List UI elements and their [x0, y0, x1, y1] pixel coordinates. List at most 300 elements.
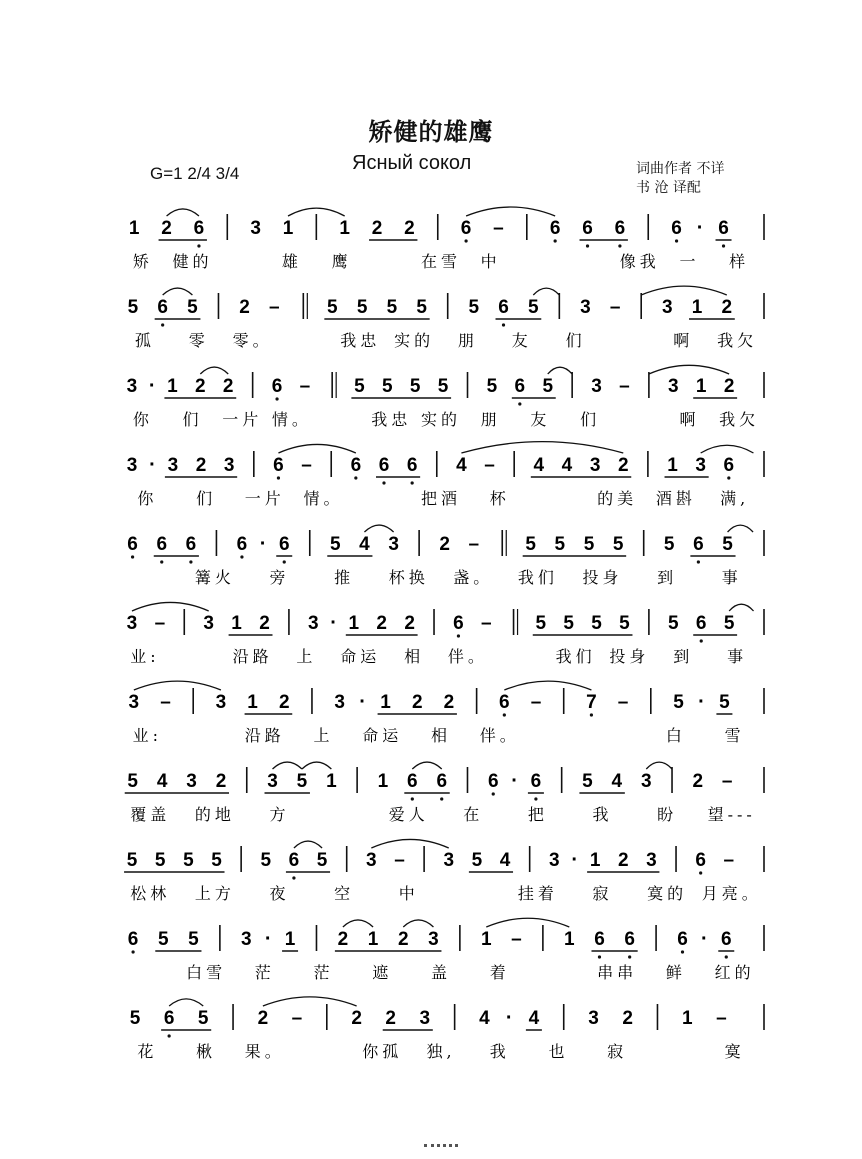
note: 3 [668, 376, 679, 397]
note: 4 [611, 771, 623, 792]
note: 6 [273, 455, 284, 476]
slur [132, 602, 209, 611]
lyric-text: 寂 [607, 1042, 628, 1061]
lyric-text: 白 [665, 726, 686, 745]
low-octave-dot [283, 560, 286, 563]
low-octave-dot [131, 555, 134, 558]
lyric-text: 空 [334, 884, 355, 903]
note: 5 [582, 771, 593, 792]
note: 6 [695, 850, 706, 871]
note: 1 [589, 850, 601, 871]
lyric-text: 串串 [597, 963, 638, 982]
note: 2 [259, 613, 270, 634]
note: 6 [549, 218, 561, 239]
low-octave-dot [700, 639, 703, 642]
note: 5 [356, 297, 368, 318]
slur [134, 681, 221, 690]
augmentation-dot: · [259, 533, 267, 555]
note: 5 [554, 534, 566, 555]
note: 1 [167, 376, 178, 397]
low-octave-dot [354, 476, 357, 479]
slur [278, 444, 355, 453]
note: 5 [157, 929, 169, 950]
sustain-dash: – [619, 376, 630, 397]
low-octave-dot [628, 955, 631, 958]
note: 1 [691, 297, 703, 318]
note: 6 [671, 218, 682, 239]
sustain-dash: – [493, 218, 504, 239]
augmentation-dot: · [264, 928, 272, 950]
slur [533, 288, 559, 295]
lyric-text: 到 [657, 568, 678, 587]
lyric-text: 我们 [555, 647, 596, 666]
slur [728, 525, 754, 532]
lyric-text: 白雪 [186, 963, 227, 982]
lyric-text: 鹰 [331, 252, 352, 271]
sustain-dash: – [154, 613, 166, 634]
slur [169, 999, 203, 1006]
note: 5 [563, 613, 574, 634]
note: 1 [247, 692, 258, 713]
note: 4 [533, 455, 545, 476]
lyric-text: 你 [137, 489, 158, 508]
note: 2 [617, 850, 629, 871]
low-octave-dot [503, 713, 506, 716]
note: 2 [411, 692, 423, 713]
note: 5 [619, 613, 630, 634]
slur [294, 841, 322, 848]
lyric-text: 的美 [597, 489, 638, 508]
note: 3 [580, 297, 591, 318]
slur [263, 997, 357, 1006]
low-octave-dot [457, 634, 460, 637]
note: 2 [337, 929, 349, 950]
slur [273, 762, 302, 769]
note: 6 [720, 929, 732, 950]
note: 1 [667, 455, 678, 476]
note: 2 [397, 929, 409, 950]
slur [486, 918, 569, 927]
lyric-text: 情。 [271, 410, 312, 429]
augmentation-dot: · [505, 1007, 513, 1029]
low-octave-dot [534, 797, 537, 800]
lyric-text: 寞的 [647, 884, 688, 903]
note: 6 [157, 297, 168, 318]
song-subtitle: Ясный сокол [352, 152, 472, 174]
lyric-text: 方 [269, 805, 290, 824]
lyric-text: 爱人 [388, 805, 429, 824]
lyric-text: 一片 [222, 410, 263, 429]
note: 4 [456, 455, 467, 476]
slur [646, 762, 672, 769]
note: 6 [406, 455, 418, 476]
note: 5 [535, 613, 547, 634]
note: 2 [439, 534, 450, 555]
note: 1 [380, 692, 391, 713]
slur [504, 681, 591, 690]
note: 2 [215, 771, 227, 792]
low-octave-dot [161, 323, 164, 326]
lyric-text: 红的 [714, 963, 755, 982]
lyric-text: 沿路 [244, 726, 285, 745]
lyric-text: 我 [489, 1042, 510, 1061]
note: 5 [187, 297, 198, 318]
note: 3 [126, 376, 138, 397]
note: 3 [588, 1008, 599, 1029]
lyric-text: 我 [592, 805, 613, 824]
note: 3 [661, 297, 673, 318]
note: 3 [646, 850, 657, 871]
lyric-text: 我欠 [719, 410, 760, 429]
note: 2 [239, 297, 250, 318]
slur [641, 286, 727, 295]
note: 2 [622, 1008, 633, 1029]
note: 1 [564, 929, 575, 950]
note: 6 [436, 771, 448, 792]
lyric-text: 零。 [232, 331, 273, 350]
note: 5 [409, 376, 421, 397]
lyric-text: 上方 [194, 884, 235, 903]
key-signature: G=1 2/4 3/4 [150, 164, 240, 183]
lyric-text: 在 [463, 805, 484, 824]
lyric-text: 鲜 [665, 963, 686, 982]
note: 6 [693, 534, 704, 555]
note: 2 [376, 613, 387, 634]
note: 5 [197, 1008, 209, 1029]
note: 6 [127, 534, 138, 555]
lyric-text: 茫 [254, 963, 275, 982]
note: 5 [129, 1008, 141, 1029]
note: 1 [231, 613, 242, 634]
note: 5 [723, 613, 735, 634]
note: 3 [549, 850, 560, 871]
note: 6 [460, 218, 472, 239]
credit-line-2: 书 沧 译配 [636, 180, 701, 196]
note: 6 [594, 929, 605, 950]
sustain-dash: – [481, 613, 492, 634]
low-octave-dot [681, 950, 684, 953]
lyric-text: 寞 [724, 1042, 745, 1061]
slur [343, 920, 373, 927]
note: 3 [250, 218, 261, 239]
note: 5 [583, 534, 595, 555]
lyric-text: 相 [430, 726, 452, 745]
lyric-text: 篝火 [194, 568, 235, 587]
note: 1 [377, 771, 389, 792]
lyric-text: 相 [404, 647, 425, 666]
note: 3 [203, 613, 214, 634]
lyric-text: 中 [398, 884, 419, 903]
augmentation-dot: · [701, 928, 708, 950]
low-octave-dot [586, 244, 589, 247]
slur [167, 209, 199, 216]
sustain-dash: – [394, 850, 405, 871]
lyric-text: 矫 [132, 252, 153, 271]
lyric-text: 们 [580, 410, 601, 429]
note: 6 [407, 771, 418, 792]
note: 6 [723, 455, 735, 476]
note: 4 [561, 455, 573, 476]
lyric-text: 朋 [457, 331, 478, 350]
low-octave-dot [292, 876, 295, 879]
note: 2 [222, 376, 234, 397]
lyric-text: 实的 [394, 331, 435, 350]
note: 3 [126, 613, 138, 634]
note: 1 [695, 376, 707, 397]
lyric-text: 投身 [582, 568, 623, 587]
lyric-text: 果。 [244, 1042, 285, 1061]
sustain-dash: – [484, 455, 495, 476]
low-octave-dot [464, 239, 467, 242]
slur [729, 604, 753, 611]
note: 6 [271, 376, 283, 397]
lyric-text: 到 [673, 647, 694, 666]
note: 2 [404, 218, 415, 239]
sustain-dash: – [468, 534, 480, 555]
slur [649, 365, 729, 374]
lyric-text: 盖 [430, 963, 452, 982]
note: 5 [127, 297, 139, 318]
low-octave-dot [722, 244, 725, 247]
lyric-text: 雪 [724, 726, 745, 745]
augmentation-dot: · [511, 770, 518, 792]
lyric-text: 我们 [517, 568, 558, 587]
lyric-text: 满, [720, 489, 750, 508]
note: 6 [193, 218, 205, 239]
lyric-text: 酒斟 [655, 489, 696, 508]
note: 2 [617, 455, 629, 476]
low-octave-dot [518, 402, 521, 405]
slur [701, 445, 754, 453]
lyric-text: 独, [426, 1042, 456, 1061]
note: 3 [267, 771, 278, 792]
lyric-text: 我忠 [340, 331, 381, 350]
note: 3 [591, 376, 602, 397]
low-octave-dot [197, 244, 200, 247]
note: 5 [527, 297, 539, 318]
augmentation-dot: · [149, 454, 156, 476]
low-octave-dot [411, 797, 414, 800]
sustain-dash: – [530, 692, 542, 713]
lyric-text: 友 [511, 331, 532, 350]
low-octave-dot [131, 950, 134, 953]
low-octave-dot [189, 560, 192, 563]
note: 6 [530, 771, 542, 792]
note: 5 [719, 692, 730, 713]
note: 2 [351, 1008, 362, 1029]
lyric-text: 花 [137, 1042, 158, 1061]
note: 6 [614, 218, 626, 239]
slur [412, 762, 441, 769]
note: 5 [486, 376, 498, 397]
lyric-text: 把 [527, 805, 548, 824]
note: 6 [350, 455, 362, 476]
lyric-text: 们 [196, 489, 217, 508]
lyric-text: 投身 [609, 647, 650, 666]
lyric-text: 我忠 [371, 410, 412, 429]
note: 3 [241, 929, 252, 950]
note: 5 [183, 850, 194, 871]
note: 3 [443, 850, 455, 871]
lyric-text: 一片 [244, 489, 285, 508]
note: 1 [339, 218, 350, 239]
sustain-dash: – [609, 297, 621, 318]
note: 3 [186, 771, 197, 792]
note: 1 [367, 929, 379, 950]
lyric-text: 寂 [592, 884, 613, 903]
low-octave-dot [727, 476, 730, 479]
low-octave-dot [277, 476, 280, 479]
low-octave-dot [502, 323, 505, 326]
note: 5 [381, 376, 393, 397]
slur [461, 442, 623, 453]
sustain-dash: – [301, 455, 312, 476]
note: 3 [366, 850, 377, 871]
page-cut-mark [424, 1144, 458, 1159]
lyric-text: 情。 [303, 489, 344, 508]
lyric-text: 推 [334, 568, 355, 587]
lyric-text: 你 [132, 410, 153, 429]
lyric-text: 命运 [340, 647, 381, 666]
note: 2 [257, 1008, 269, 1029]
note: 5 [468, 297, 480, 318]
note: 5 [612, 534, 624, 555]
augmentation-dot: · [698, 691, 705, 713]
slur [371, 839, 448, 848]
lyric-text: 中 [480, 252, 501, 271]
note: 6 [582, 218, 593, 239]
note: 5 [354, 376, 365, 397]
note: 4 [156, 771, 168, 792]
lyric-text: 伴。 [479, 726, 520, 745]
note: 1 [348, 613, 360, 634]
low-octave-dot [697, 560, 700, 563]
note: 5 [154, 850, 166, 871]
note: 6 [487, 771, 499, 792]
lyric-text: 盼 [657, 805, 678, 824]
lyric-text: 孤 [134, 331, 155, 350]
lyric-text: 沿路 [232, 647, 273, 666]
note: 6 [718, 218, 729, 239]
lyric-text: 茫 [313, 963, 334, 982]
lyric-text: 杯换 [388, 568, 429, 587]
lyric-text: 们 [565, 331, 586, 350]
note: 6 [378, 455, 390, 476]
low-octave-dot [618, 244, 621, 247]
note: 6 [624, 929, 635, 950]
note: 5 [663, 534, 675, 555]
note: 5 [126, 850, 138, 871]
note: 4 [359, 534, 370, 555]
low-octave-dot [275, 397, 278, 400]
sustain-dash: – [269, 297, 280, 318]
note: 6 [695, 613, 707, 634]
sustain-dash: – [511, 929, 522, 950]
augmentation-dot: · [359, 691, 366, 713]
low-octave-dot [492, 792, 495, 795]
note: 6 [185, 534, 197, 555]
lyric-text: 覆盖 [130, 805, 171, 824]
low-octave-dot [411, 481, 414, 484]
note: 6 [499, 692, 510, 713]
slur [364, 525, 393, 532]
lyric-text: 伴。 [447, 647, 488, 666]
lyric-text: 夜 [269, 884, 290, 903]
note: 5 [327, 297, 338, 318]
note: 5 [260, 850, 272, 871]
note: 5 [668, 613, 679, 634]
lyric-text: 友 [530, 410, 551, 429]
lyric-text: 样 [729, 252, 750, 271]
note: 1 [128, 218, 140, 239]
sustain-dash: – [160, 692, 171, 713]
note: 2 [385, 1008, 397, 1029]
sustain-dash: – [716, 1008, 727, 1029]
note: 3 [128, 692, 140, 713]
lyric-text: 旁 [269, 568, 290, 587]
lyric-text: 上 [313, 726, 334, 745]
note: 6 [278, 534, 290, 555]
note: 4 [499, 850, 511, 871]
lyric-text: 一 [679, 252, 700, 271]
lyric-text: 事 [727, 647, 748, 666]
note: 3 [308, 613, 319, 634]
note: 5 [542, 376, 554, 397]
sustain-dash: – [299, 376, 311, 397]
note: 5 [188, 929, 199, 950]
note: 1 [480, 929, 492, 950]
slur [403, 920, 433, 927]
lyric-text: 月亮。 [701, 884, 762, 903]
augmentation-dot: · [148, 375, 156, 397]
lyric-text: 在雪 [420, 252, 462, 271]
note: 1 [284, 929, 296, 950]
sustain-dash: – [291, 1008, 303, 1029]
note: 3 [640, 771, 652, 792]
note: 2 [371, 218, 383, 239]
note: 6 [236, 534, 248, 555]
lyric-text: 遮 [372, 963, 393, 982]
note: 5 [722, 534, 733, 555]
note: 3 [167, 455, 179, 476]
low-octave-dot [675, 239, 678, 242]
lyric-text: 实的 [420, 410, 462, 429]
note: 2 [161, 218, 172, 239]
lyric-text: 你孤 [362, 1042, 403, 1061]
note: 5 [416, 297, 427, 318]
lyric-text: 也 [548, 1042, 569, 1061]
note: 3 [223, 455, 235, 476]
lyric-text: 松林 [130, 884, 171, 903]
augmentation-dot: · [571, 849, 579, 871]
note: 6 [453, 613, 464, 634]
note: 2 [278, 692, 290, 713]
note: 2 [723, 376, 735, 397]
slur [200, 367, 228, 374]
note: 3 [589, 455, 601, 476]
low-octave-dot [168, 1034, 171, 1037]
song-title: 矫健的雄鹰 [368, 117, 494, 146]
low-octave-dot [240, 555, 243, 558]
note: 2 [692, 771, 704, 792]
note: 5 [471, 850, 483, 871]
note: 5 [329, 534, 341, 555]
low-octave-dot [554, 239, 557, 242]
note: 3 [695, 455, 706, 476]
low-octave-dot [699, 871, 702, 874]
note: 2 [195, 376, 206, 397]
augmentation-dot: · [330, 612, 337, 634]
